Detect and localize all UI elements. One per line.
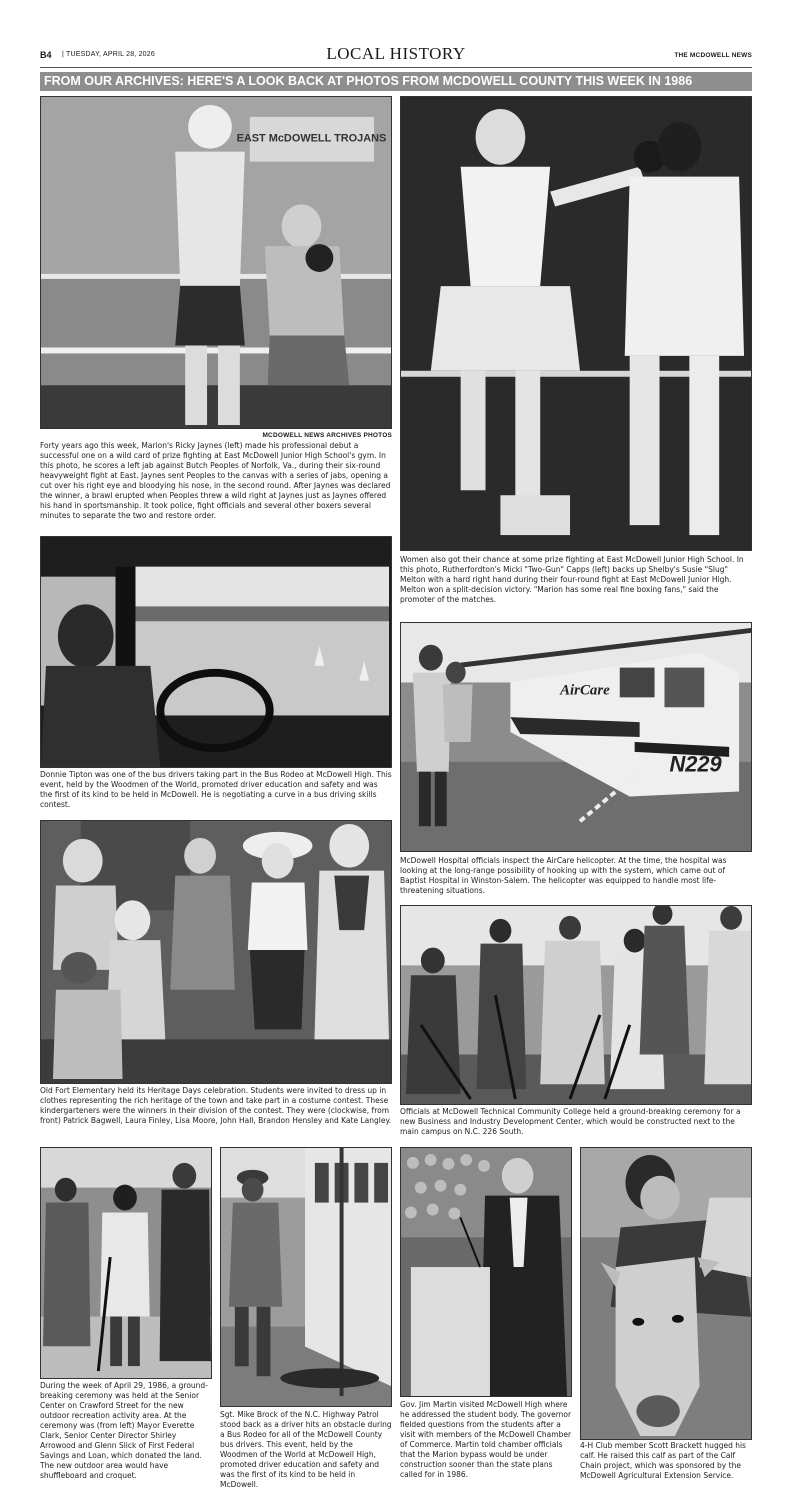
helicopter-logo-text: AirCare <box>560 682 610 699</box>
photo-aircare-helicopter <box>400 622 752 852</box>
photo-highway-patrol <box>220 1147 392 1407</box>
helicopter-tail-number: N229 <box>669 751 722 777</box>
header-rule <box>40 67 752 68</box>
photo-bus-driver <box>40 536 392 768</box>
caption-women-boxing: Women also got their chance at some prize fighting at East McDowell Junior High School. In this photo, Rutherfordton's Micki "Two-Gun" Capps (left) backs up Shelby's Susie "Slug" Melton with a hard right hand during their four-round fight at East McDowell Junior High. Melton won a split-decision victory. "Marion has some real fine boxing fans," said the promoter of the matches. <box>400 555 744 604</box>
page-number: B4 <box>40 50 52 60</box>
photo-credit: MCDOWELL NEWS ARCHIVES PHOTOS <box>262 432 392 439</box>
caption-aircare-helicopter: McDowell Hospital officials inspect the AirCare helicopter. At the time, the hospital was looking at the long-range possibility of hooking up with the system, which came out of Baptist Hospital in Winston-Salem. The helicopter was equipped to handle most life-threatening situations. <box>400 856 727 895</box>
page-folio <box>40 46 752 66</box>
newspaper-name: THE MCDOWELL NEWS <box>674 52 752 59</box>
archive-banner: FROM OUR ARCHIVES: HERE'S A LOOK BACK AT PHOTOS FROM MCDOWELL COUNTY THIS WEEK IN 1986 <box>40 72 752 91</box>
caption-gov-martin: Gov. Jim Martin visited McDowell High where he addressed the student body. The governor fielded questions from the students after a visit with members of the McDowell Chamber of Commerce. Martin told chamber officials that the Marion bypass would be under construction sooner than the state plans called for in 1986. <box>400 1400 572 1479</box>
photo-senior-center <box>40 1147 212 1379</box>
section-title: LOCAL HISTORY <box>326 44 466 63</box>
photo-4h-calf <box>580 1147 752 1440</box>
photo-mtcc-groundbreaking <box>400 905 752 1105</box>
caption-boxing-jaynes: Forty years ago this week, Marion's Ricky Jaynes (left) made his professional debut a successful one on a wild card of prize fighting at East McDowell Junior High School's gym. In this photo, he scores a left jab against Butch Peoples of Norfolk, Va., during their six-round heavyweight fight at East. Jaynes sent Peoples to the canvas with a series of jabs, opening a cut over his right eye and bloodying his nose, in the second round. After Jaynes was declared the winner, a brawl erupted when Peoples threw a wild right at Jaynes just as Jaynes offered his hand in sportsmanship. It took police, fight officials and several other boxers several minutes to separate the two and restore order. <box>40 441 391 520</box>
photo-heritage-days <box>40 820 392 1084</box>
caption-bus-driver: Donnie Tipton was one of the bus drivers taking part in the Bus Rodeo at McDowell High. This event, held by the Woodmen of the World, promoted driver education and safety and was the first of its kind to be held in McDowell. He is negotiating a curve in a bus driving skills contest. <box>40 770 392 809</box>
photo-women-boxing <box>400 96 752 551</box>
caption-highway-patrol: Sgt. Mike Brock of the N.C. Highway Patrol stood back as a driver hits an obstacle during a Bus Rodeo for all of the McDowell County bus drivers. This event, held by the Woodmen of the World at McDowell High, promoted driver education and safety and was the first of its kind to be held in McDowell. <box>220 1410 392 1489</box>
caption-4h-calf: 4-H Club member Scott Brackett hugged his calf. He raised this calf as part of the Calf Chain project, which was sponsored by the McDowell Agricultural Extension Service. <box>580 1441 746 1480</box>
caption-mtcc-groundbreaking: Officials at McDowell Technical Community College held a ground-breaking ceremony for a new Business and Industry Development Center, which would be constructed next to the main campus on N.C. 226 South. <box>400 1107 741 1136</box>
caption-senior-center: During the week of April 29, 1986, a ground-breaking ceremony was held at the Senior Center on Crawford Street for the new outdoor recreation activity area. At the ceremony was (from left) Mayor Everette Clark, Senior Center Director Shirley Arrowood and Glenn Slick of First Federal Savings and Loan, which donated the land. The new outdoor area would have shuffleboard and croquet. <box>40 1381 208 1480</box>
publication-date: | TUESDAY, APRIL 28, 2026 <box>62 51 155 58</box>
gym-banner-text: EAST McDOWELL TROJANS <box>236 132 387 145</box>
caption-heritage-days: Old Fort Elementary held its Heritage Days celebration. Students were invited to dress up in clothes representing the rich heritage of the town and take part in a costume contest. These kindergarteners were the winners in their division of the contest. They were (clockwise, from front) Patrick Bagwell, Laura Finley, Lisa Moore, John Hall, Brandon Hensley and Kate Langley. <box>40 1086 392 1125</box>
photo-boxing-jaynes <box>40 96 392 429</box>
photo-gov-martin <box>400 1147 572 1397</box>
